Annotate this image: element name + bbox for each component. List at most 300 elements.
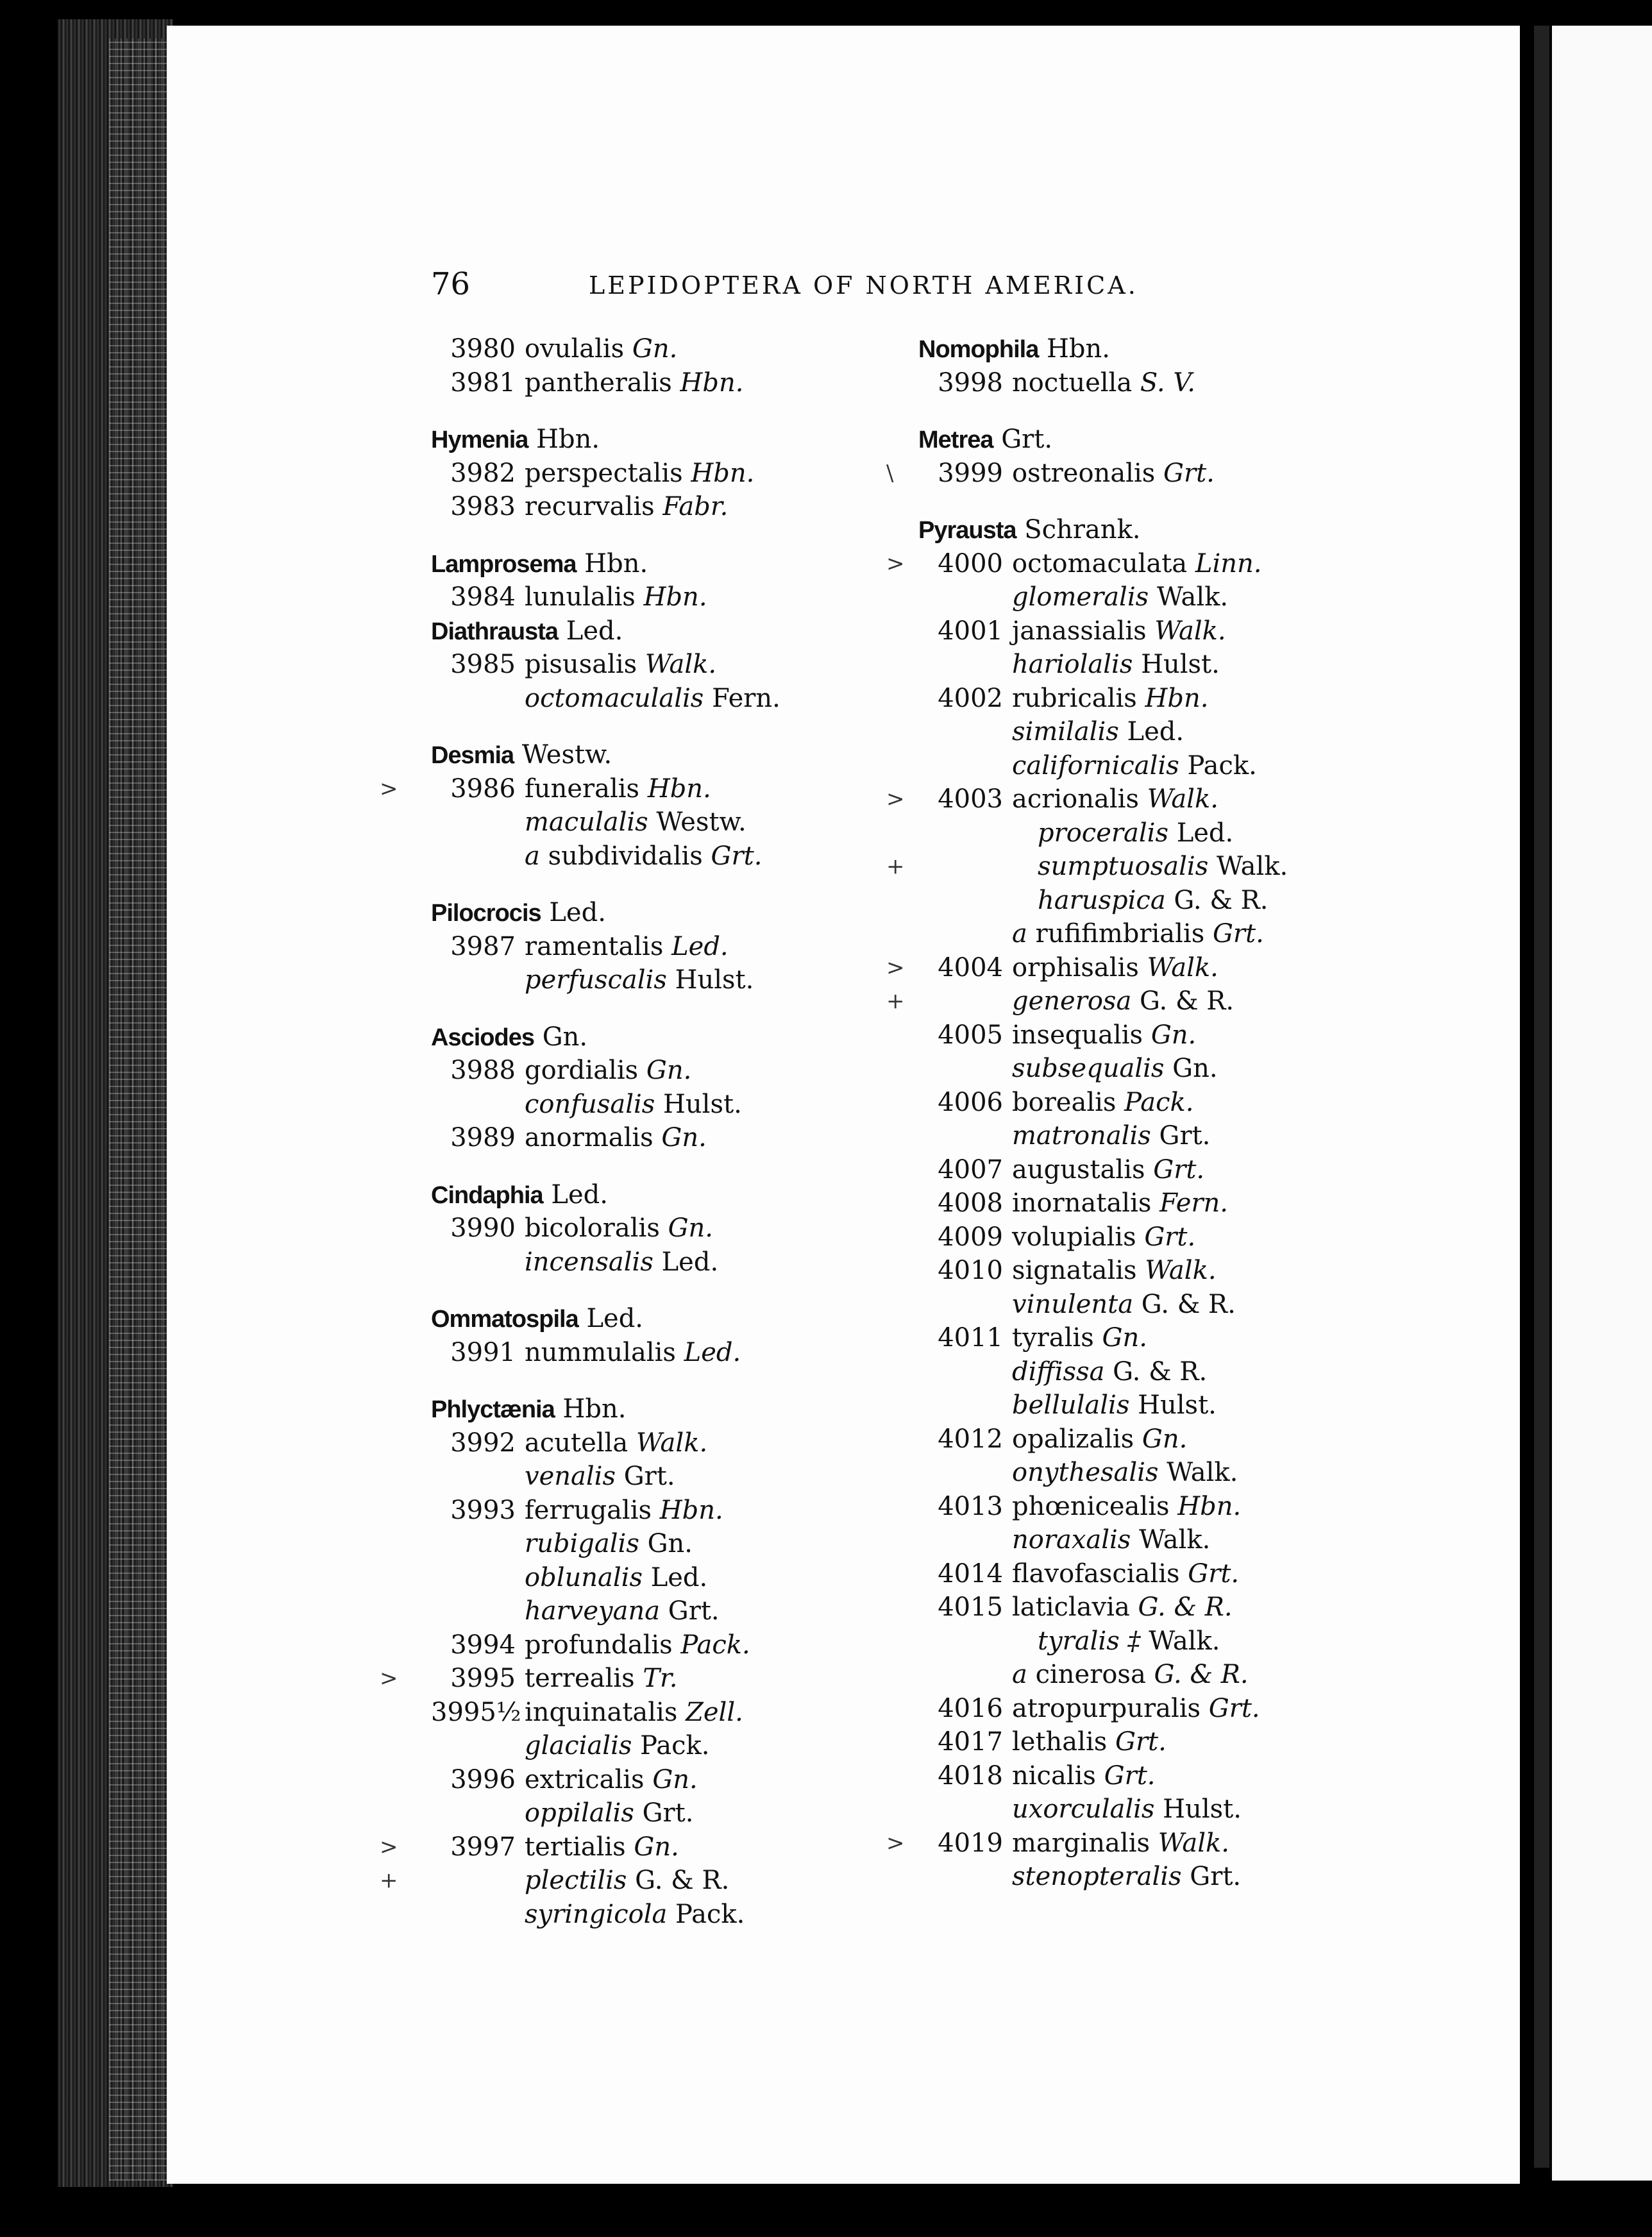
synonym-entry [918, 1860, 1380, 1894]
species-entry [918, 682, 1380, 716]
species-author: Gn. [632, 334, 678, 364]
genus-heading [431, 1302, 880, 1336]
synonym-author: Pack. [640, 1731, 710, 1760]
species-name: lethalis [1012, 1727, 1108, 1757]
genus-heading [431, 896, 880, 930]
species-name: ostreonalis [1012, 458, 1156, 488]
margin-mark: > [380, 775, 398, 802]
genus-heading [918, 332, 1380, 366]
species-number: 3991 [450, 1337, 516, 1367]
species-entry [431, 1696, 880, 1730]
species-number: 3998 [938, 367, 1003, 398]
species-entry [918, 1422, 1380, 1456]
species-name: atropurpuralis [1012, 1693, 1201, 1723]
synonym-author: G. & R. [1113, 1356, 1208, 1387]
species-entry [918, 1759, 1380, 1793]
species-entry [918, 1254, 1380, 1288]
species-number: 4003 [938, 784, 1003, 814]
species-number: 4013 [938, 1491, 1003, 1521]
species-author: Gn. [634, 1832, 679, 1862]
species-author: Walk. [636, 1428, 708, 1458]
species-name: acrionalis [1012, 784, 1139, 814]
synonym-entry [431, 1460, 880, 1494]
genus-heading [918, 423, 1380, 457]
species-name: laticlavia [1012, 1592, 1130, 1622]
species-author: Walk. [1158, 1828, 1229, 1858]
page-header [431, 266, 1406, 311]
species-author: Hbn. [691, 458, 755, 488]
species-number: 3980 [450, 334, 516, 364]
species-entry [431, 580, 880, 614]
species-entry [886, 1827, 1380, 1861]
genus-name: Asciodes [431, 1024, 534, 1051]
species-name: pisusalis [525, 650, 637, 679]
synonym-entry [886, 984, 1380, 1018]
spacer [431, 524, 880, 547]
variety-entry [918, 1658, 1380, 1692]
species-entry [918, 1321, 1380, 1355]
species-name: orphisalis [1012, 952, 1139, 983]
synonym-author: Hulst. [675, 965, 754, 995]
species-author: Grt. [1153, 1154, 1205, 1185]
genus-author: Hbn. [536, 425, 600, 454]
species-entry [431, 366, 880, 400]
synonym-entry [918, 580, 1380, 614]
species-author: Grt. [1208, 1693, 1260, 1723]
synonym-entry [431, 1088, 880, 1122]
species-entry [431, 1054, 880, 1088]
genus-author: Hbn. [1047, 334, 1111, 364]
species-author: Gn. [1150, 1020, 1197, 1050]
genus-author: Westw. [521, 740, 612, 770]
synonym-entry [918, 1052, 1380, 1086]
synonym-author: Led. [661, 1247, 719, 1277]
margin-mark: + [886, 988, 905, 1014]
genus-author: Schrank. [1024, 515, 1141, 544]
variety-prefix: a [525, 841, 540, 871]
species-name: recurvalis [525, 492, 655, 521]
genus-heading [431, 423, 880, 457]
synonym-name: sumptuosalis [1038, 852, 1209, 881]
genus-heading [431, 547, 880, 581]
synonym-name: glomeralis [1012, 582, 1149, 612]
running-title: LEPIDOPTERA OF NORTH AMERICA. [589, 271, 1138, 300]
gutter-shadow [1534, 26, 1549, 2168]
species-author: Grt. [1163, 458, 1215, 488]
synonym-author: Grt. [1190, 1862, 1242, 1891]
genus-author: Hbn. [562, 1394, 627, 1424]
margin-mark: > [886, 954, 905, 981]
species-number: 3983 [450, 492, 516, 521]
spacer [431, 1279, 880, 1302]
species-name: borealis [1012, 1087, 1117, 1117]
species-number: 3982 [450, 458, 516, 488]
species-name: augustalis [1012, 1154, 1145, 1185]
synonym-author: Hulst. [663, 1089, 742, 1119]
species-entry [380, 772, 880, 806]
species-number: 4011 [938, 1323, 1003, 1353]
synonym-author: Fern. [712, 683, 780, 713]
synonym-name: proceralis [1038, 818, 1168, 848]
margin-mark: + [380, 1868, 398, 1893]
species-name: inquinatalis [525, 1697, 678, 1727]
species-name: nicalis [1012, 1760, 1096, 1791]
margin-mark: \ [886, 460, 894, 486]
species-author: Gn. [1142, 1424, 1188, 1454]
species-entry [380, 1830, 880, 1864]
synonym-author: Led. [1127, 717, 1184, 747]
species-author: Grt. [1115, 1727, 1167, 1757]
species-name: anormalis [525, 1123, 653, 1152]
synonym-entry [918, 715, 1380, 749]
synonym-entry [431, 1527, 880, 1561]
species-entry [431, 930, 880, 964]
species-name: extricalis [525, 1764, 645, 1794]
synonym-name: generosa [1012, 986, 1132, 1016]
species-entry [918, 1153, 1380, 1187]
species-number: 4019 [938, 1828, 1003, 1858]
species-name: pantheralis [525, 367, 672, 398]
synonym-name: californicalis [1012, 750, 1179, 781]
species-author: Gn. [1102, 1323, 1147, 1353]
species-name: signatalis [1012, 1256, 1137, 1285]
synonym-entry [886, 850, 1380, 884]
species-author: Walk. [1147, 952, 1218, 983]
species-entry [918, 1490, 1380, 1524]
species-number: 4002 [938, 683, 1003, 713]
species-number: 4008 [938, 1188, 1003, 1218]
species-number: 3995 [450, 1664, 516, 1693]
genus-author: Grt. [1001, 425, 1053, 454]
species-author: Fern. [1159, 1188, 1228, 1218]
synonym-entry [431, 1796, 880, 1830]
species-author: Fabr. [662, 492, 729, 521]
synonym-entry [431, 963, 880, 997]
genus-name: Metrea [918, 426, 993, 453]
synonym-author: G. & R. [1140, 986, 1235, 1016]
variety-author: G. & R. [1154, 1660, 1249, 1689]
species-entry [918, 1591, 1380, 1625]
synonym-entry [918, 1625, 1380, 1659]
species-author: Gn. [668, 1213, 713, 1243]
species-number: 3995½ [431, 1697, 521, 1727]
synonym-entry [431, 1245, 880, 1279]
species-author: Hbn. [647, 773, 711, 804]
species-name: ovulalis [525, 334, 625, 364]
species-name: volupialis [1012, 1222, 1136, 1252]
species-number: 4000 [938, 548, 1003, 578]
species-number: 3990 [450, 1213, 516, 1243]
page-number: 76 [431, 266, 471, 302]
synonym-name: rubigalis [525, 1529, 639, 1558]
margin-mark: > [886, 550, 905, 577]
species-author: Grt. [1144, 1222, 1196, 1252]
synonym-name: diffissa [1012, 1356, 1105, 1387]
species-name: inornatalis [1012, 1188, 1152, 1218]
species-entry [431, 1121, 880, 1155]
synonym-name: onythesalis [1012, 1458, 1159, 1487]
synonym-entry [918, 648, 1380, 682]
synonym-author: Gn. [1172, 1054, 1218, 1083]
species-author: Zell. [686, 1697, 743, 1727]
variety-entry [431, 840, 880, 874]
synonym-author: Gn. [647, 1529, 693, 1558]
synonym-name: incensalis [525, 1247, 653, 1277]
variety-author: Grt. [711, 841, 763, 871]
synonym-author: Westw. [656, 807, 746, 837]
genus-heading [431, 1392, 880, 1426]
synonym-author: Grt. [642, 1798, 694, 1828]
species-number: 4017 [938, 1727, 1003, 1757]
species-name: janassialis [1012, 616, 1147, 646]
genus-heading [918, 513, 1380, 547]
species-author: Walk. [1147, 784, 1218, 814]
species-author: Pack. [1124, 1087, 1194, 1117]
spacer [431, 873, 880, 896]
species-author: Gn. [661, 1123, 707, 1152]
species-author: G. & R. [1138, 1592, 1233, 1622]
synonym-entry [918, 1389, 1380, 1422]
synonym-name: oblunalis [525, 1562, 643, 1592]
species-author: Pack. [680, 1630, 750, 1660]
species-number: 4012 [938, 1424, 1003, 1454]
right-column [886, 332, 1380, 1894]
species-entry [431, 1211, 880, 1245]
species-entry [886, 457, 1380, 491]
species-author: Linn. [1195, 548, 1262, 578]
variety-prefix: a [1012, 1660, 1027, 1689]
species-entry [918, 1220, 1380, 1254]
species-name: flavofascialis [1012, 1558, 1180, 1589]
species-number: 3984 [450, 582, 516, 612]
species-entry [431, 1763, 880, 1797]
species-number: 3986 [450, 773, 516, 804]
species-entry [431, 1336, 880, 1370]
synonym-entry [431, 1898, 880, 1932]
variety-author: Grt. [1212, 919, 1264, 949]
genus-author: Led. [566, 616, 623, 646]
synonym-entry [431, 1729, 880, 1763]
species-entry [431, 457, 880, 491]
species-number: 3987 [450, 931, 516, 961]
species-name: opalizalis [1012, 1424, 1134, 1454]
genus-author: Led. [549, 898, 606, 927]
synonym-author: Pack. [1187, 750, 1257, 781]
species-number: 4007 [938, 1154, 1003, 1185]
species-entry [886, 782, 1380, 816]
genus-name: Pilocrocis [431, 900, 541, 927]
species-author: Hbn. [680, 367, 744, 398]
genus-heading [431, 1020, 880, 1054]
species-name: insequalis [1012, 1020, 1143, 1050]
species-number: 3994 [450, 1630, 516, 1660]
margin-mark: > [886, 1830, 905, 1856]
synonym-entry [918, 1355, 1380, 1389]
genus-name: Ommatospila [431, 1306, 578, 1333]
variety-name: subdividalis [548, 841, 703, 871]
synonym-name: glacialis [525, 1731, 632, 1760]
species-number: 4006 [938, 1087, 1003, 1117]
species-number: 4010 [938, 1256, 1003, 1285]
spacer [431, 400, 880, 423]
synonym-entry [431, 682, 880, 716]
species-number: 4009 [938, 1222, 1003, 1252]
species-author: Grt. [1104, 1760, 1156, 1791]
variety-name: rufifimbrialis [1035, 919, 1205, 949]
synonym-name: haruspica [1038, 885, 1166, 915]
species-number: 4018 [938, 1760, 1003, 1791]
species-entry [918, 1018, 1380, 1052]
species-name: phœnicealis [1012, 1491, 1170, 1521]
species-name: bicoloralis [525, 1213, 660, 1243]
synonym-name: syringicola [525, 1899, 668, 1929]
species-name: terrealis [525, 1664, 635, 1693]
species-name: octomaculata [1012, 548, 1188, 578]
synonym-name: stenopteralis [1012, 1862, 1182, 1891]
synonym-name: similalis [1012, 717, 1119, 747]
synonym-name: subsequalis [1012, 1054, 1165, 1083]
species-author: Gn. [646, 1056, 692, 1085]
synonym-name: plectilis [525, 1866, 627, 1895]
genus-heading [431, 1178, 880, 1212]
synonym-name: bellulalis [1012, 1390, 1130, 1420]
species-name: ramentalis [525, 931, 664, 961]
species-name: perspectalis [525, 458, 683, 488]
synonym-name: matronalis [1012, 1121, 1151, 1151]
species-number: 3981 [450, 367, 516, 398]
species-number: 3989 [450, 1123, 516, 1152]
synonym-author: Led. [1176, 818, 1234, 848]
synonym-author: Grt. [668, 1596, 720, 1626]
spacer [431, 1155, 880, 1178]
species-number: 3988 [450, 1056, 516, 1085]
species-number: 4001 [938, 616, 1003, 646]
genus-name: Desmia [431, 742, 514, 769]
synonym-author: Grt. [623, 1462, 675, 1491]
species-name: ferrugalis [525, 1495, 652, 1525]
synonym-entry [918, 1793, 1380, 1827]
species-author: Walk. [645, 650, 717, 679]
genus-author: Gn. [542, 1022, 588, 1052]
synonym-name: venalis [525, 1462, 616, 1491]
spacer [918, 400, 1380, 423]
synonym-author: G. & R. [1174, 885, 1268, 915]
variety-name: cinerosa [1035, 1660, 1146, 1689]
species-author: Gn. [652, 1764, 698, 1794]
species-entry [918, 1186, 1380, 1220]
species-name: tertialis [525, 1832, 626, 1862]
species-name: noctuella [1012, 367, 1133, 398]
synonym-author: Led. [650, 1562, 708, 1592]
synonym-author: Pack. [675, 1899, 745, 1929]
left-column [380, 332, 880, 1931]
species-author: Hbn. [643, 582, 707, 612]
genus-author: Led. [551, 1179, 608, 1210]
synonym-name: oppilalis [525, 1798, 634, 1828]
genus-name: Pyrausta [918, 517, 1016, 544]
genus-author: Hbn. [584, 548, 648, 578]
synonym-author: Walk. [1216, 852, 1288, 881]
species-entry [431, 1628, 880, 1662]
species-author: S. V. [1140, 367, 1195, 398]
species-entry [918, 1692, 1380, 1726]
species-number: 3996 [450, 1764, 516, 1794]
synonym-entry [380, 1864, 880, 1898]
variety-prefix: a [1012, 919, 1027, 949]
species-number: 3992 [450, 1428, 516, 1458]
species-entry [431, 1494, 880, 1528]
synonym-author: Grt. [1159, 1121, 1211, 1151]
species-name: nummulalis [525, 1337, 676, 1367]
spacer [431, 715, 880, 738]
genus-name: Hymenia [431, 426, 528, 453]
species-number: 3997 [450, 1832, 516, 1862]
species-number: 3999 [938, 458, 1003, 488]
variety-entry [918, 917, 1380, 951]
genus-heading [431, 614, 880, 648]
species-name: lunulalis [525, 582, 636, 612]
synonym-entry [918, 1288, 1380, 1322]
species-name: tyralis [1012, 1323, 1094, 1353]
genus-name: Nomophila [918, 336, 1039, 363]
synonym-name: vinulenta [1012, 1289, 1134, 1319]
margin-mark: > [380, 1834, 398, 1860]
species-author: Walk. [1145, 1256, 1217, 1285]
species-entry [918, 1725, 1380, 1759]
synonym-author: Walk. [1139, 1525, 1211, 1555]
genus-author: Led. [586, 1304, 644, 1333]
synonym-author: Hulst. [1163, 1794, 1242, 1824]
synonym-entry [918, 1456, 1380, 1490]
genus-name: Phlyctænia [431, 1396, 555, 1423]
species-entry [886, 547, 1380, 581]
synonym-author: Walk. [1156, 582, 1229, 612]
synonym-author: Walk. [1149, 1626, 1220, 1656]
species-entry [380, 1662, 880, 1696]
margin-mark: > [380, 1666, 398, 1691]
synonym-author: Hulst. [1141, 650, 1220, 679]
spacer [918, 490, 1380, 513]
synonym-name: confusalis [525, 1089, 655, 1119]
synonym-author: Hulst. [1138, 1390, 1217, 1420]
synonym-entry [431, 806, 880, 840]
spacer [431, 1369, 880, 1392]
species-number: 4004 [938, 952, 1003, 983]
species-entry [431, 490, 880, 524]
synonym-name: noraxalis [1012, 1525, 1131, 1555]
species-number: 3985 [450, 650, 516, 679]
species-entry [431, 332, 880, 366]
species-name: profundalis [525, 1630, 673, 1660]
synonym-entry [918, 749, 1380, 783]
margin-mark: > [886, 786, 905, 812]
species-author: Led. [671, 931, 729, 961]
species-entry [918, 366, 1380, 400]
synonym-entry [918, 1523, 1380, 1557]
species-number: 4014 [938, 1558, 1003, 1589]
margin-mark: + [886, 854, 905, 879]
synonym-author: G. & R. [635, 1866, 730, 1895]
species-entry [918, 1086, 1380, 1120]
synonym-name: harveyana [525, 1596, 661, 1626]
species-author: Walk. [1154, 616, 1226, 646]
species-name: gordialis [525, 1056, 639, 1085]
genus-heading [431, 738, 880, 772]
species-number: 4005 [938, 1020, 1003, 1050]
synonym-entry [918, 816, 1380, 850]
synonym-author: Walk. [1167, 1458, 1238, 1487]
synonym-entry [918, 884, 1380, 918]
